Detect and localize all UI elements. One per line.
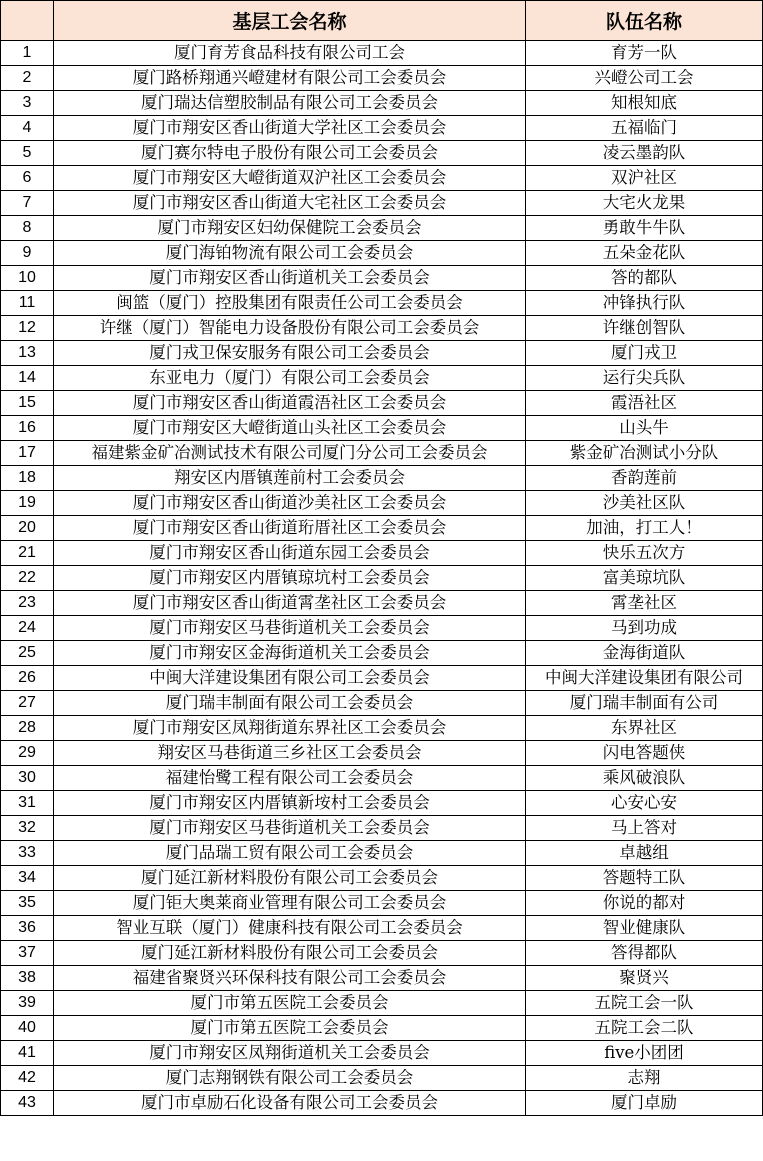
union-name-cell: 厦门市翔安区内厝镇琼坑村工会委员会 bbox=[54, 566, 526, 591]
table-row bbox=[1, 666, 763, 691]
table-row bbox=[1, 616, 763, 641]
team-name-cell: 心安心安 bbox=[526, 791, 763, 816]
table-row bbox=[1, 66, 763, 91]
table-row bbox=[1, 791, 763, 816]
union-name-cell: 厦门育芳食品科技有限公司工会 bbox=[54, 41, 526, 66]
team-name-cell: 山头牛 bbox=[526, 416, 763, 441]
union-name-cell: 厦门市翔安区香山街道沙美社区工会委员会 bbox=[54, 491, 526, 516]
team-name-cell: 答的都队 bbox=[526, 266, 763, 291]
row-number: 25 bbox=[1, 641, 54, 666]
union-name-cell: 福建紫金矿冶测试技术有限公司厦门分公司工会委员会 bbox=[54, 441, 526, 466]
union-name-cell: 厦门市翔安区金海街道机关工会委员会 bbox=[54, 641, 526, 666]
table-row bbox=[1, 1066, 763, 1091]
row-number: 2 bbox=[1, 66, 54, 91]
team-name-cell: 运行尖兵队 bbox=[526, 366, 763, 391]
row-number: 20 bbox=[1, 516, 54, 541]
table-row bbox=[1, 716, 763, 741]
row-number: 29 bbox=[1, 741, 54, 766]
team-name-cell: 厦门戎卫 bbox=[526, 341, 763, 366]
union-name-cell: 厦门市翔安区香山街道大宅社区工会委员会 bbox=[54, 191, 526, 216]
row-number: 13 bbox=[1, 341, 54, 366]
team-name-cell: 霄垄社区 bbox=[526, 591, 763, 616]
row-number: 32 bbox=[1, 816, 54, 841]
team-name-cell: 霞浯社区 bbox=[526, 391, 763, 416]
row-number: 8 bbox=[1, 216, 54, 241]
row-number: 16 bbox=[1, 416, 54, 441]
row-number: 26 bbox=[1, 666, 54, 691]
table-row bbox=[1, 766, 763, 791]
table-row bbox=[1, 966, 763, 991]
row-number: 30 bbox=[1, 766, 54, 791]
team-name-cell: 聚贤兴 bbox=[526, 966, 763, 991]
row-number: 34 bbox=[1, 866, 54, 891]
union-name-cell: 许继（厦门）智能电力设备股份有限公司工会委员会 bbox=[54, 316, 526, 341]
row-number: 18 bbox=[1, 466, 54, 491]
union-name-cell: 福建省聚贤兴环保科技有限公司工会委员会 bbox=[54, 966, 526, 991]
union-name-cell: 厦门钜大奥莱商业管理有限公司工会委员会 bbox=[54, 891, 526, 916]
row-number: 17 bbox=[1, 441, 54, 466]
team-name-cell: 金海街道队 bbox=[526, 641, 763, 666]
row-number: 19 bbox=[1, 491, 54, 516]
team-name-cell: 双沪社区 bbox=[526, 166, 763, 191]
team-name-cell: 快乐五次方 bbox=[526, 541, 763, 566]
team-name-cell: 紫金矿冶测试小分队 bbox=[526, 441, 763, 466]
row-number: 9 bbox=[1, 241, 54, 266]
row-number: 31 bbox=[1, 791, 54, 816]
row-number: 1 bbox=[1, 41, 54, 66]
union-name-cell: 厦门志翔钢铁有限公司工会委员会 bbox=[54, 1066, 526, 1091]
table-row bbox=[1, 841, 763, 866]
team-name-cell: 乘风破浪队 bbox=[526, 766, 763, 791]
table-row bbox=[1, 116, 763, 141]
row-number: 14 bbox=[1, 366, 54, 391]
row-number: 22 bbox=[1, 566, 54, 591]
table-row bbox=[1, 916, 763, 941]
header-number bbox=[1, 1, 54, 41]
table-row bbox=[1, 866, 763, 891]
row-number: 40 bbox=[1, 1016, 54, 1041]
team-name-cell: 许继创智队 bbox=[526, 316, 763, 341]
table-row bbox=[1, 1016, 763, 1041]
header-row bbox=[1, 1, 763, 41]
team-name-cell: 马到功成 bbox=[526, 616, 763, 641]
row-number: 7 bbox=[1, 191, 54, 216]
team-name-cell: 沙美社区队 bbox=[526, 491, 763, 516]
union-name-cell: 中闽大洋建设集团有限公司工会委员会 bbox=[54, 666, 526, 691]
union-name-cell: 厦门市翔安区凤翔街道机关工会委员会 bbox=[54, 1041, 526, 1066]
team-name-cell: 中闽大洋建设集团有限公司 bbox=[526, 666, 763, 691]
union-name-cell: 厦门市第五医院工会委员会 bbox=[54, 1016, 526, 1041]
table-row bbox=[1, 516, 763, 541]
row-number: 35 bbox=[1, 891, 54, 916]
union-name-cell: 厦门市翔安区马巷街道机关工会委员会 bbox=[54, 816, 526, 841]
row-number: 33 bbox=[1, 841, 54, 866]
row-number: 42 bbox=[1, 1066, 54, 1091]
row-number: 28 bbox=[1, 716, 54, 741]
union-name-cell: 厦门市翔安区香山街道霞浯社区工会委员会 bbox=[54, 391, 526, 416]
table-row bbox=[1, 641, 763, 666]
union-name-cell: 厦门市翔安区香山街道珩厝社区工会委员会 bbox=[54, 516, 526, 541]
team-name-cell: 马上答对 bbox=[526, 816, 763, 841]
table-row bbox=[1, 991, 763, 1016]
table-row bbox=[1, 541, 763, 566]
row-number: 6 bbox=[1, 166, 54, 191]
table-row bbox=[1, 316, 763, 341]
table-row bbox=[1, 466, 763, 491]
table-row bbox=[1, 1041, 763, 1066]
union-name-cell: 厦门市翔安区香山街道机关工会委员会 bbox=[54, 266, 526, 291]
row-number: 23 bbox=[1, 591, 54, 616]
row-number: 36 bbox=[1, 916, 54, 941]
row-number: 38 bbox=[1, 966, 54, 991]
table-row bbox=[1, 91, 763, 116]
table-row bbox=[1, 391, 763, 416]
table-row bbox=[1, 166, 763, 191]
table-row bbox=[1, 266, 763, 291]
team-name-cell: 勇敢牛牛队 bbox=[526, 216, 763, 241]
table-row bbox=[1, 191, 763, 216]
table-row bbox=[1, 341, 763, 366]
team-name-cell: 智业健康队 bbox=[526, 916, 763, 941]
team-name-cell: 厦门卓励 bbox=[526, 1091, 763, 1116]
table-row bbox=[1, 816, 763, 841]
team-name-cell: 富美琼坑队 bbox=[526, 566, 763, 591]
team-name-cell: 加油，打工人！ bbox=[526, 516, 763, 541]
union-name-cell: 厦门路桥翔通兴嶝建材有限公司工会委员会 bbox=[54, 66, 526, 91]
row-number: 39 bbox=[1, 991, 54, 1016]
team-name-cell: 你说的都对 bbox=[526, 891, 763, 916]
row-number: 43 bbox=[1, 1091, 54, 1116]
table-row bbox=[1, 741, 763, 766]
team-name-cell: 香韵莲前 bbox=[526, 466, 763, 491]
table-row bbox=[1, 141, 763, 166]
team-name-cell: 东界社区 bbox=[526, 716, 763, 741]
union-name-cell: 厦门市翔安区香山街道大学社区工会委员会 bbox=[54, 116, 526, 141]
table-row bbox=[1, 591, 763, 616]
union-name-cell: 闽篮（厦门）控股集团有限责任公司工会委员会 bbox=[54, 291, 526, 316]
row-number: 21 bbox=[1, 541, 54, 566]
union-name-cell: 厦门海铂物流有限公司工会委员会 bbox=[54, 241, 526, 266]
union-name-cell: 厦门市翔安区妇幼保健院工会委员会 bbox=[54, 216, 526, 241]
table-body bbox=[1, 41, 763, 1116]
table-row bbox=[1, 941, 763, 966]
team-name-cell: 五院工会一队 bbox=[526, 991, 763, 1016]
table-row bbox=[1, 891, 763, 916]
team-name-cell: 五福临门 bbox=[526, 116, 763, 141]
team-name-cell: 大宅火龙果 bbox=[526, 191, 763, 216]
union-name-cell: 厦门市第五医院工会委员会 bbox=[54, 991, 526, 1016]
team-name-cell: 育芳一队 bbox=[526, 41, 763, 66]
union-name-cell: 厦门戎卫保安服务有限公司工会委员会 bbox=[54, 341, 526, 366]
union-name-cell: 厦门品瑞工贸有限公司工会委员会 bbox=[54, 841, 526, 866]
team-name-cell: five小团团 bbox=[526, 1041, 763, 1066]
team-name-cell: 知根知底 bbox=[526, 91, 763, 116]
union-name-cell: 厦门市翔安区香山街道东园工会委员会 bbox=[54, 541, 526, 566]
union-name-cell: 厦门赛尔特电子股份有限公司工会委员会 bbox=[54, 141, 526, 166]
row-number: 24 bbox=[1, 616, 54, 641]
union-name-cell: 福建怡鹭工程有限公司工会委员会 bbox=[54, 766, 526, 791]
table-row bbox=[1, 416, 763, 441]
table-row bbox=[1, 691, 763, 716]
table-row bbox=[1, 441, 763, 466]
team-name-cell: 志翔 bbox=[526, 1066, 763, 1091]
team-name-cell: 五院工会二队 bbox=[526, 1016, 763, 1041]
row-number: 15 bbox=[1, 391, 54, 416]
table-row bbox=[1, 291, 763, 316]
union-name-cell: 厦门市翔安区内厝镇新垵村工会委员会 bbox=[54, 791, 526, 816]
row-number: 5 bbox=[1, 141, 54, 166]
team-name-cell: 凌云墨韵队 bbox=[526, 141, 763, 166]
header-union-name: 基层工会名称 bbox=[54, 1, 526, 41]
row-number: 4 bbox=[1, 116, 54, 141]
union-name-cell: 翔安区内厝镇莲前村工会委员会 bbox=[54, 466, 526, 491]
team-name-cell: 答题特工队 bbox=[526, 866, 763, 891]
union-name-cell: 翔安区马巷街道三乡社区工会委员会 bbox=[54, 741, 526, 766]
row-number: 11 bbox=[1, 291, 54, 316]
table-row bbox=[1, 566, 763, 591]
team-name-cell: 答得都队 bbox=[526, 941, 763, 966]
union-name-cell: 厦门瑞达信塑胶制品有限公司工会委员会 bbox=[54, 91, 526, 116]
union-name-cell: 厦门延江新材料股份有限公司工会委员会 bbox=[54, 866, 526, 891]
table-row bbox=[1, 1091, 763, 1116]
union-name-cell: 厦门市翔安区大嶝街道山头社区工会委员会 bbox=[54, 416, 526, 441]
team-name-cell: 冲锋执行队 bbox=[526, 291, 763, 316]
table-row bbox=[1, 366, 763, 391]
union-name-cell: 厦门延江新材料股份有限公司工会委员会 bbox=[54, 941, 526, 966]
team-name-cell: 厦门瑞丰制面有公司 bbox=[526, 691, 763, 716]
union-name-cell: 厦门市翔安区凤翔街道东界社区工会委员会 bbox=[54, 716, 526, 741]
team-name-cell: 卓越组 bbox=[526, 841, 763, 866]
union-name-cell: 厦门瑞丰制面有限公司工会委员会 bbox=[54, 691, 526, 716]
table-row bbox=[1, 241, 763, 266]
row-number: 3 bbox=[1, 91, 54, 116]
union-name-cell: 厦门市翔安区香山街道霄垄社区工会委员会 bbox=[54, 591, 526, 616]
table-row bbox=[1, 216, 763, 241]
row-number: 37 bbox=[1, 941, 54, 966]
team-name-cell: 闪电答题侠 bbox=[526, 741, 763, 766]
header-team-name: 队伍名称 bbox=[526, 1, 763, 41]
union-name-cell: 智业互联（厦门）健康科技有限公司工会委员会 bbox=[54, 916, 526, 941]
team-name-cell: 五朵金花队 bbox=[526, 241, 763, 266]
team-name-cell: 兴嶝公司工会 bbox=[526, 66, 763, 91]
table-row bbox=[1, 491, 763, 516]
row-number: 12 bbox=[1, 316, 54, 341]
union-name-cell: 东亚电力（厦门）有限公司工会委员会 bbox=[54, 366, 526, 391]
union-name-cell: 厦门市卓励石化设备有限公司工会委员会 bbox=[54, 1091, 526, 1116]
union-name-cell: 厦门市翔安区马巷街道机关工会委员会 bbox=[54, 616, 526, 641]
row-number: 27 bbox=[1, 691, 54, 716]
row-number: 10 bbox=[1, 266, 54, 291]
row-number: 41 bbox=[1, 1041, 54, 1066]
union-name-cell: 厦门市翔安区大嶝街道双沪社区工会委员会 bbox=[54, 166, 526, 191]
table-row bbox=[1, 41, 763, 66]
